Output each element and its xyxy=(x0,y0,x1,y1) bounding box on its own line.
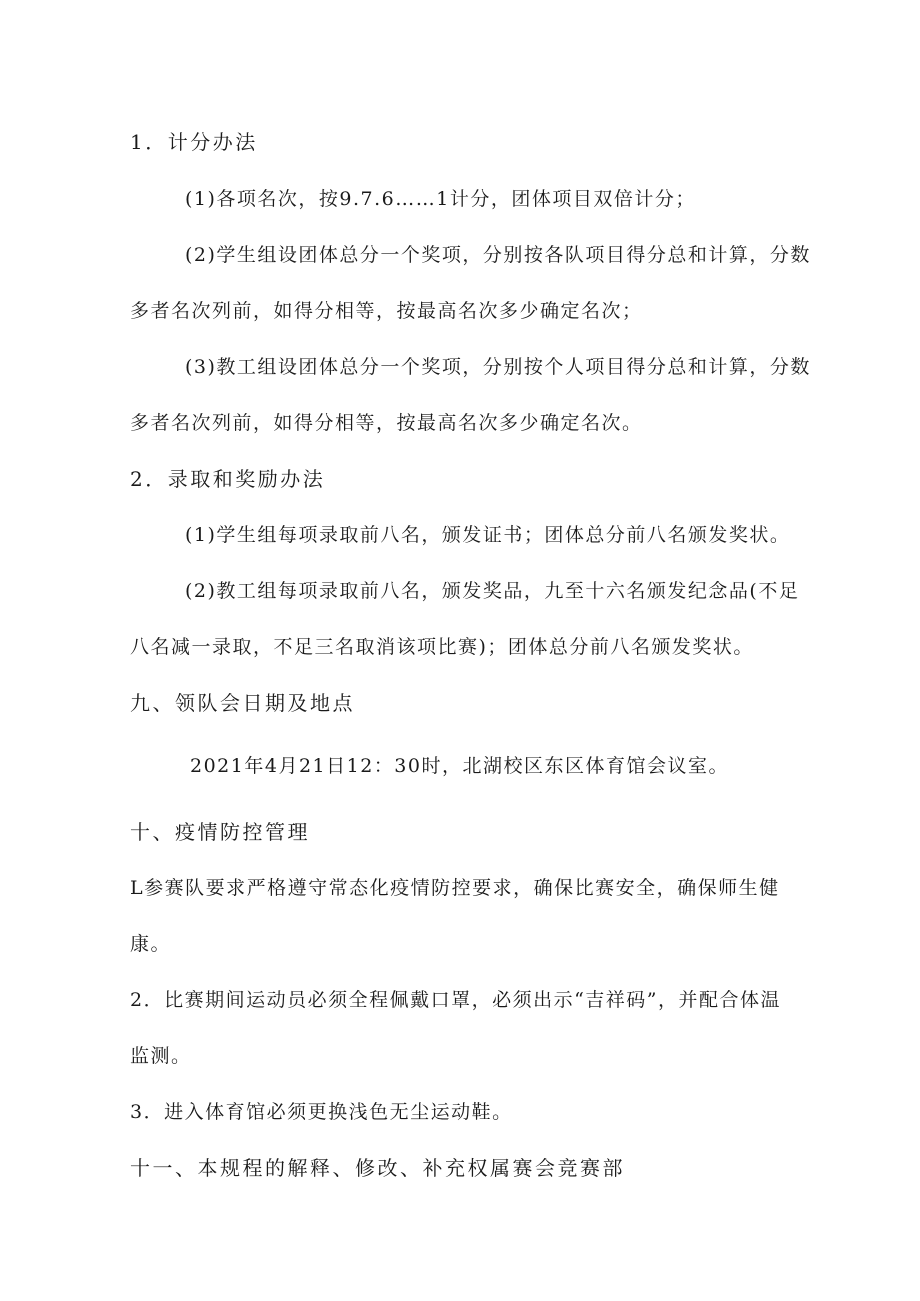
scoring-item-3-line-1: (3)教工组设团体总分一个奖项，分别按个人项目得分总和计算，分数 xyxy=(185,356,811,378)
meeting-text: 2021年4月21日12：30时，北湖校区东区体育馆会议室。 xyxy=(190,755,729,777)
scoring-item-2-line-2: 多者名次列前，如得分相等，按最高名次多少确定名次； xyxy=(130,300,643,322)
interpretation-heading: 十一、本规程的解释、修改、补充权属赛会竞赛部 xyxy=(130,1156,625,1180)
scoring-heading: 1．计分办法 xyxy=(130,130,258,154)
epidemic-item-1-line-1: L参赛队要求严格遵守常态化疫情防控要求，确保比赛安全，确保师生健 xyxy=(130,877,780,899)
epidemic-heading: 十、疫情防控管理 xyxy=(130,820,310,844)
awards-heading: 2．录取和奖励办法 xyxy=(130,467,326,491)
epidemic-item-2-line-2: 监测。 xyxy=(130,1045,192,1067)
scoring-item-3-line-2: 多者名次列前，如得分相等，按最高名次多少确定名次。 xyxy=(130,412,643,434)
epidemic-item-1-line-2: 康。 xyxy=(130,933,172,955)
meeting-heading: 九、领队会日期及地点 xyxy=(130,691,355,715)
scoring-item-1: (1)各项名次，按9.7.6……1计分，团体项目双倍计分； xyxy=(185,188,696,210)
awards-item-2-line-2: 八名减一录取，不足三名取消该项比赛)；团体总分前八名颁发奖状。 xyxy=(130,636,754,658)
awards-item-2-line-1: (2)教工组每项录取前八名，颁发奖品，九至十六名颁发纪念品(不足 xyxy=(185,580,800,602)
scoring-item-2-line-1: (2)学生组设团体总分一个奖项，分别按各队项目得分总和计算，分数 xyxy=(185,244,811,266)
awards-item-1: (1)学生组每项录取前八名，颁发证书；团体总分前八名颁发奖状。 xyxy=(185,524,791,546)
epidemic-item-2-line-1: 2．比赛期间运动员必须全程佩戴口罩，必须出示“吉祥码”，并配合体温 xyxy=(130,989,782,1011)
epidemic-item-3: 3．进入体育馆必须更换浅色无尘运动鞋。 xyxy=(130,1101,513,1123)
